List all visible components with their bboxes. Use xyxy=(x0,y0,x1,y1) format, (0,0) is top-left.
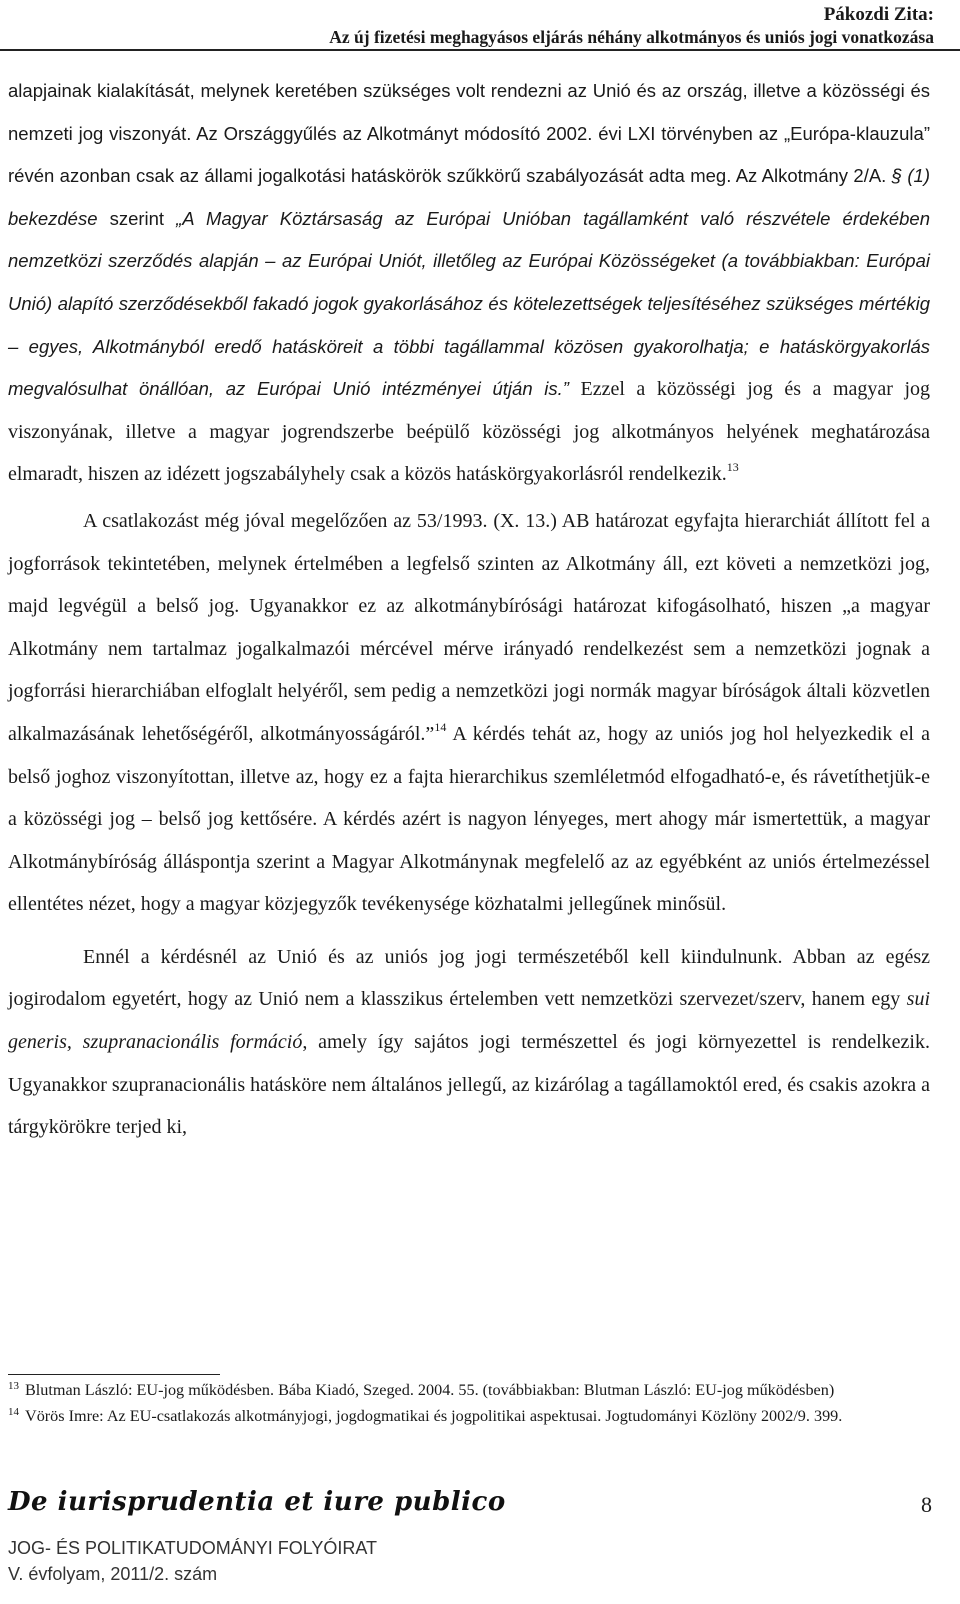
journal-subtitle: JOG- ÉS POLITIKATUDOMÁNYI FOLYÓIRAT xyxy=(8,1538,378,1558)
paragraph-2-text-b: A kérdés tehát az, hogy az uniós jog hol helyezkedik el a belső joghoz viszonyítottan, illetve az, hogy ez a fajta hierarchikus szemléletmód elfogadható-e, és rávetíthetjük-e a közösségi jog – belső jog kettősére. A kérdés azért is nagyon lényeges, mert ahogy már ismertettük, a magyar Alkotmánybíróság álláspontja szerint a Magyar Alkotmánynak megfelelő az az egyébként az uniós értelmezéssel ellentétes nézet, hogy a magyar közjegyzők tevékenysége közhatalmi jellegűnek minősül. xyxy=(8,722,930,916)
footnote-ref-14[interactable]: 14 xyxy=(434,719,447,734)
paragraph-1-text-a: alapjainak kialakítását, melynek keretében szükséges volt rendezni az Unió és az ország, illetve a közösségi és nemzeti jog viszonyát. Az Országgyűlés az Alkotmányt módosító 2002. évi LXI törvényben az „Európa-klauzula” révén azonban csak az állami jogalkotási hatáskörök szűkkörű szabályozását adta meg. Az Alkotmány 2/A. xyxy=(8,80,930,187)
footnote-divider xyxy=(8,1374,220,1375)
main-text xyxy=(8,70,930,1149)
footnote-13-number: 13 xyxy=(8,1380,19,1392)
paragraph-1-text-e: Ezzel a közösségi jog és a magyar jog viszonyának, illetve a magyar jogrendszerbe beépülő közösségi jog alkotmányos helyének meghatározása elmaradt, hiszen az idézett jogszabályhely csak a közös hatáskörgyakorlásról rendelkezik. xyxy=(8,378,930,486)
header-author: Pákozdi Zita: xyxy=(823,4,934,25)
footnote-ref-13[interactable]: 13 xyxy=(726,460,739,475)
paragraph-3 xyxy=(8,936,930,1149)
paragraph-1 xyxy=(8,70,930,496)
paragraph-3-emphasis: sui generis, szupranacionális formáció xyxy=(8,988,930,1054)
footnote-14-number: 14 xyxy=(8,1406,19,1418)
paragraph-1-text-c: szerint xyxy=(97,207,177,229)
footnote-14-text: Vörös Imre: Az EU-csatlakozás alkotmányjogi, jogdogmatikai és jogpolitikai aspektusai. Jogtudományi Közlöny 2002/9. 399. xyxy=(25,1407,843,1425)
footnote-14 xyxy=(8,1406,930,1426)
paragraph-3-text-c: , amely így sajátos jogi természettel és jogi környezettel is rendelkezik. Ugyanakkor szupranacionális hatásköre nem általános jellegű, az kizárólag a tagállamoktól ered, és csakis azokra a tárgykörökre terjed ki, xyxy=(8,1031,930,1139)
header-divider xyxy=(0,49,960,51)
footnotes xyxy=(8,1380,930,1432)
paragraph-2-text-a: A csatlakozást még jóval megelőzően az 53/1993. (X. 13.) AB határozat egyfajta hierarchiát állított fel a jogforrások tekintetében, melynek értelmében a legfelső szinten az Alkotmány áll, ezt követi a nemzetközi jog, majd legvégül a belső jog. Ugyanakkor ez az alkotmánybírósági határozat kifogásolható, hiszen „a magyar Alkotmány nem tartalmaz jogalkalmazói mércével mérve irányadó rendelkezést sem a nemzetközi jognak a jogforrási hierarchiában elfoglalt helyéről, sem pedig a nemzetközi jogi normák magyar bíróságok általi közvetlen alkalmazásának lehetőségéről, alkotmányosságáról.” xyxy=(8,509,930,745)
paragraph-2 xyxy=(8,500,930,926)
footnote-13-text: Blutman László: EU-jog működésben. Bába Kiadó, Szeged. 2004. 55. (továbbiakban: Blutman László: EU-jog működésben) xyxy=(25,1381,835,1399)
page-number: 8 xyxy=(921,1492,932,1517)
journal-issue: V. évfolyam, 2011/2. szám xyxy=(8,1564,218,1584)
paragraph-1-quote: „A Magyar Köztársaság az Európai Unióban tagállamként való részvétele érdekében nemzetközi szerződés alapján – az Európai Uniót, illetőleg az Európai Közösségeket (a továbbiakban: Európai Unió) alapító szerződésekből fakadó jogok gyakorlásához és kötelezettségek teljesítéséhez szükséges mértékig – egyes, Alkotmányból eredő hatásköreit a többi tagállammal közösen gyakorolhatja; e hatáskörgyakorlás megvalósulhat önállóan, az Európai Unió intézményei útján is.” xyxy=(8,207,930,400)
paragraph-1-section-ref: § (1) bekezdése xyxy=(8,165,930,229)
paragraph-3-text-a: Ennél a kérdésnél az Unió és az uniós jog jogi természetéből kell kiindulnunk. Abban az egész jogirodalom egyetért, hogy az Unió nem a klasszikus értelemben vett nemzetközi szervezet/szerv, hanem egy xyxy=(8,945,930,1011)
running-header xyxy=(329,4,934,48)
footnote-13 xyxy=(8,1380,930,1400)
header-title: Az új fizetési meghagyásos eljárás néhány alkotmányos és uniós jogi vonatkozása xyxy=(329,27,934,47)
journal-logo: De iurisprudentia et iure publico xyxy=(8,1487,506,1517)
